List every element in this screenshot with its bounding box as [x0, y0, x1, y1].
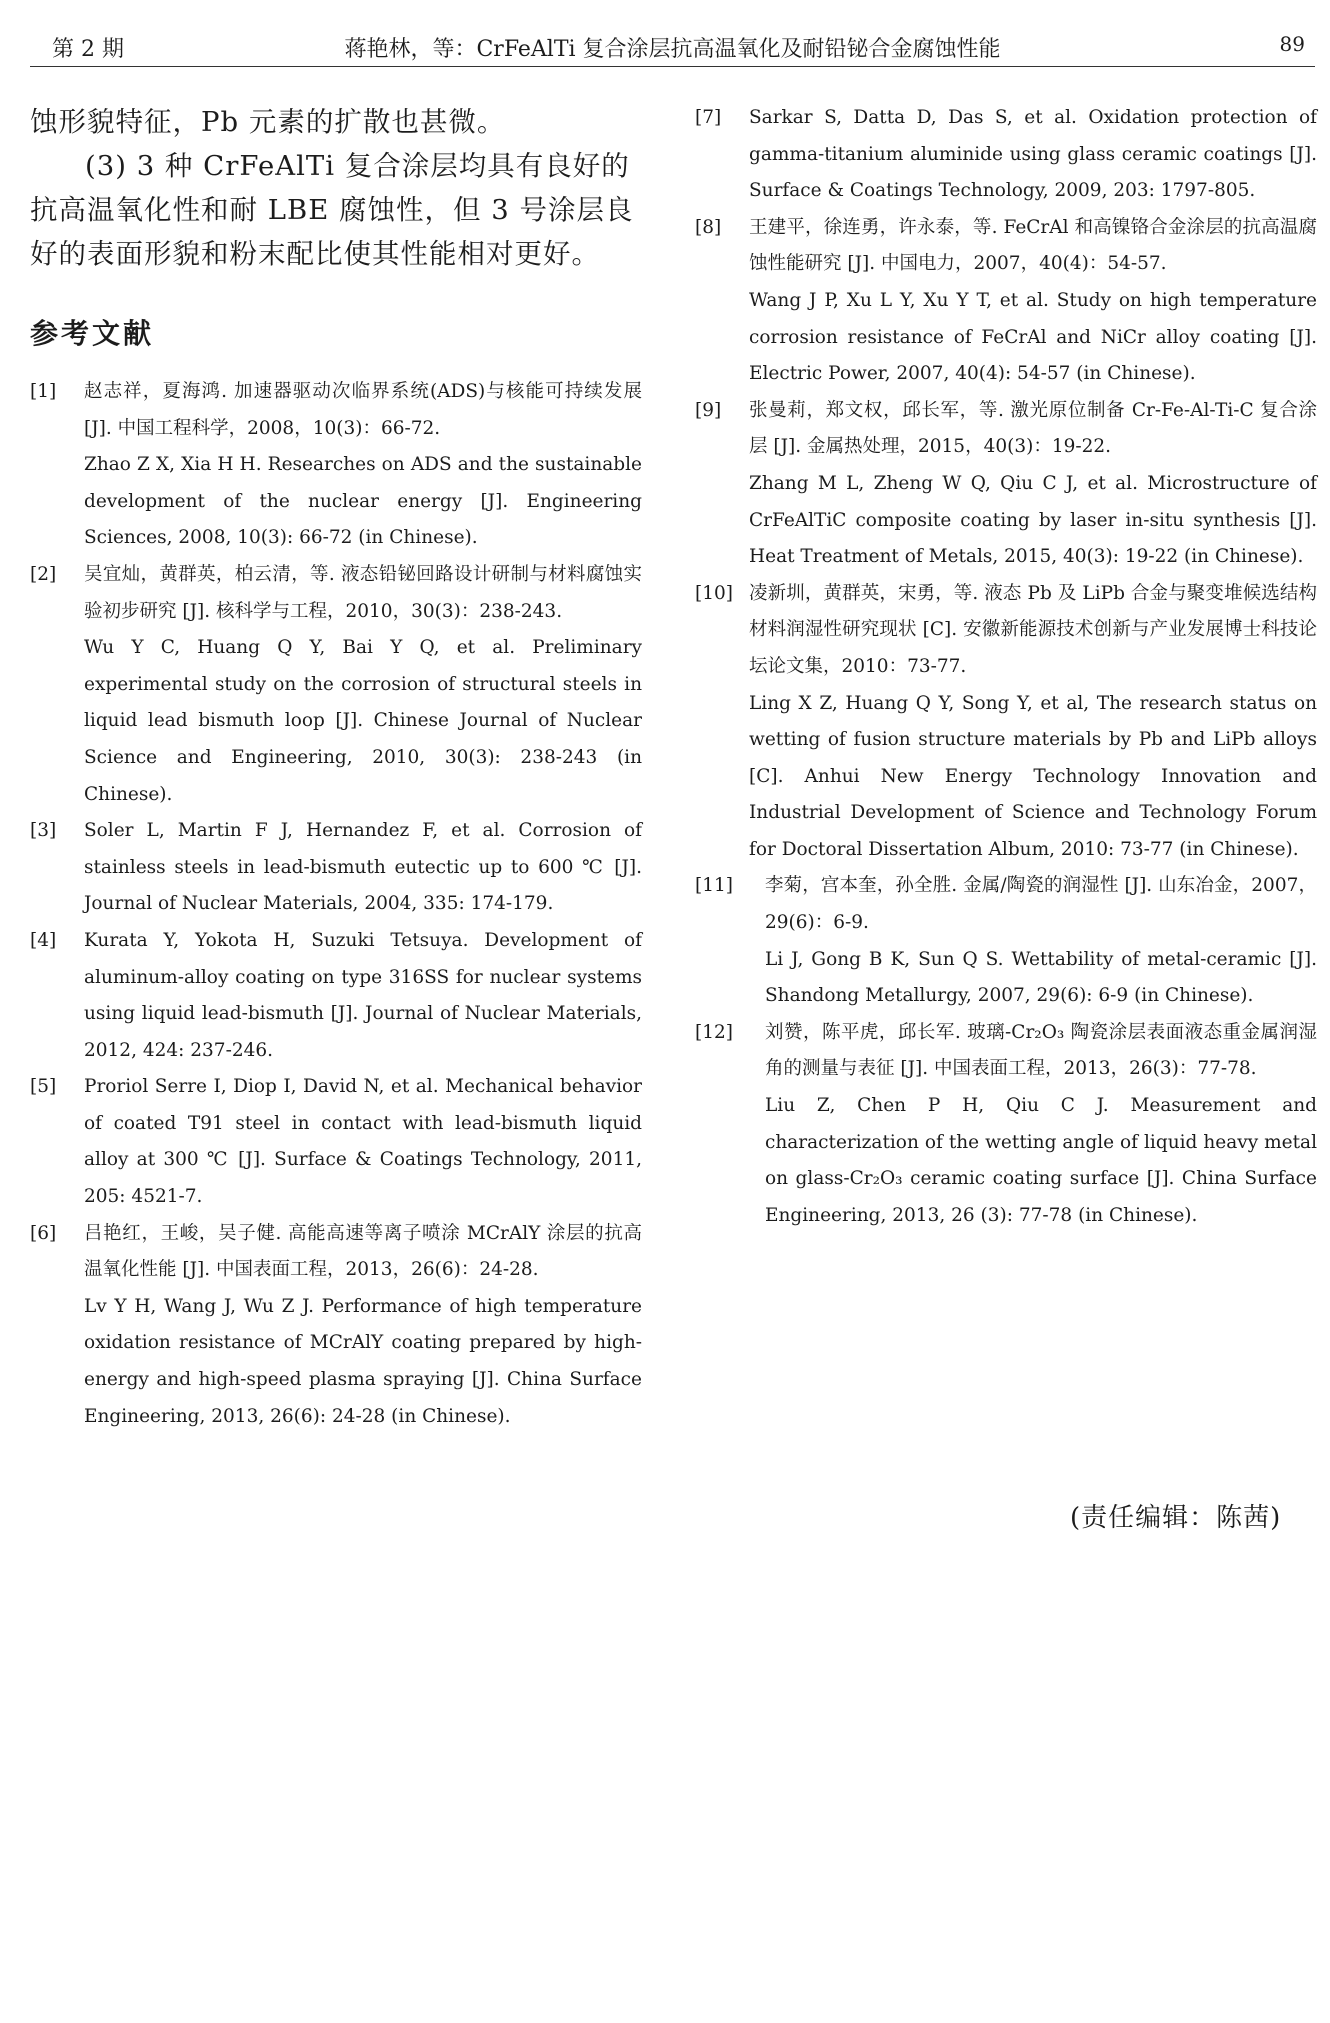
- reference-en: Soler L, Martin F J, Hernandez F, et al. Corrosion of stainless steels in lead-bismuth eutectic up to 600 ℃ [J]. Journal of Nuclear Materials, 2004, 335: 174-179.: [84, 820, 642, 915]
- reference-number: [8]: [695, 216, 722, 238]
- reference-number: [9]: [695, 399, 722, 421]
- reference-item: [30, 923, 642, 1069]
- reference-number: [11]: [695, 875, 733, 897]
- right-column: [695, 100, 1317, 1234]
- reference-number: [10]: [695, 582, 733, 604]
- reference-item: [695, 868, 1317, 1014]
- reference-number: [7]: [695, 107, 722, 128]
- reference-item: [695, 1015, 1317, 1235]
- reference-number: [1]: [30, 381, 57, 402]
- issue-number: 第 2 期: [52, 37, 124, 62]
- reference-en: Wang J P, Xu L Y, Xu Y T, et al. Study on high temperature corrosion resistance of FeCrAl and NiCr alloy coating [J]. Electric Power, 2007, 40(4): 54-57 (in Chinese).: [749, 289, 1317, 385]
- reference-zh: 李菊，宫本奎，孙全胜. 金属/陶瓷的润湿性 [J]. 山东冶金，2007，29(6)：6-9.: [765, 875, 1317, 934]
- reference-zh: 刘赞，陈平虎，邱长军. 玻璃-Cr₂O₃ 陶瓷涂层表面液态重金属润湿角的测量与表征 [J]. 中国表面工程，2013，26(3)：77-78.: [765, 1021, 1317, 1080]
- reference-zh: 吴宜灿，黄群英，柏云清，等. 液态铅铋回路设计研制与材料腐蚀实验初步研究 [J]. 核科学与工程，2010，30(3)：238-243.: [84, 563, 642, 622]
- reference-zh: 吕艳红，王峻，吴子健. 高能高速等离子喷涂 MCrAlY 涂层的抗高温氧化性能 [J]. 中国表面工程，2013，26(6)：24-28.: [84, 1222, 642, 1281]
- reference-item: [30, 1216, 642, 1436]
- reference-item: [695, 576, 1317, 869]
- reference-number: [12]: [695, 1021, 733, 1043]
- reference-item: [30, 813, 642, 923]
- reference-item: [30, 1069, 642, 1215]
- reference-en: Liu Z, Chen P H, Qiu C J. Measurement and characterization of the wetting angle of liquid heavy metal on glass-Cr₂O₃ ceramic coating surface [J]. China Surface Engineering, 2013, 26 (3): 77-78 (in Chinese).: [765, 1095, 1317, 1226]
- reference-zh: 张曼莉，郑文权，邱长军，等. 激光原位制备 Cr-Fe-Al-Ti-C 复合涂层 [J]. 金属热处理，2015，40(3)：19-22.: [749, 399, 1317, 458]
- running-title: 蒋艳林，等：CrFeAlTi 复合涂层抗高温氧化及耐铅铋合金腐蚀性能: [344, 37, 1001, 62]
- paragraph-tail: 蚀形貌特征，Pb 元素的扩散也甚微。: [30, 106, 506, 138]
- reference-en: Sarkar S, Datta D, Das S, et al. Oxidation protection of gamma-titanium aluminide using glass ceramic coatings [J]. Surface & Coatings Technology, 2009, 203: 1797-805.: [749, 107, 1317, 202]
- references-heading: 参考文献: [30, 317, 155, 350]
- reference-item: [30, 557, 642, 813]
- editor-note: (责任编辑：陈茜): [1070, 1503, 1282, 1533]
- reference-number: [4]: [30, 929, 57, 951]
- reference-en: Proriol Serre I, Diop I, David N, et al. Mechanical behavior of coated T91 steel in contact with lead-bismuth liquid alloy at 300 ℃ [J]. Surface & Coatings Technology, 2011, 205: 4521-7.: [84, 1076, 642, 1208]
- reference-item: [30, 374, 642, 557]
- reference-zh: 王建平，徐连勇，许永泰，等. FeCrAl 和高镍铬合金涂层的抗高温腐蚀性能研究 [J]. 中国电力，2007，40(4)：54-57.: [749, 216, 1317, 275]
- reference-en: Kurata Y, Yokota H, Suzuki Tetsuya. Development of aluminum-alloy coating on type 316SS for nuclear systems using liquid lead-bismuth [J]. Journal of Nuclear Materials, 2012, 424: 237-246.: [84, 929, 642, 1061]
- page-header: [30, 30, 1315, 67]
- reference-en: Lv Y H, Wang J, Wu Z J. Performance of high temperature oxidation resistance of MCrAlY coating prepared by high-energy and high-speed plasma spraying [J]. China Surface Engineering, 2013, 26(6): 24-28 (in Chinese).: [84, 1295, 642, 1427]
- reference-en: Zhao Z X, Xia H H. Researches on ADS and the sustainable development of the nuclear energy [J]. Engineering Sciences, 2008, 10(3): 66-72 (in Chinese).: [84, 454, 642, 549]
- reference-item: [695, 100, 1317, 210]
- conclusion-3: (3) 3 种 CrFeAlTi 复合涂层均具有良好的抗高温氧化性和耐 LBE 腐蚀性，但 3 号涂层良好的表面形貌和粉末配比使其性能相对更好。: [30, 150, 634, 270]
- reference-zh: 赵志祥，夏海鸿. 加速器驱动次临界系统(ADS)与核能可持续发展 [J]. 中国工程科学，2008，10(3)：66-72.: [84, 381, 642, 439]
- reference-item: [695, 210, 1317, 393]
- reference-number: [5]: [30, 1076, 57, 1098]
- reference-en: Zhang M L, Zheng W Q, Qiu C J, et al. Microstructure of CrFeAlTiC composite coating by laser in-situ synthesis [J]. Heat Treatment of Metals, 2015, 40(3): 19-22 (in Chinese).: [749, 472, 1317, 568]
- left-column: [30, 100, 642, 1435]
- body-text: [30, 100, 642, 276]
- reference-item: [695, 393, 1317, 576]
- reference-number: [3]: [30, 820, 57, 842]
- page-number: 89: [1279, 32, 1305, 56]
- reference-zh: 凌新圳，黄群英，宋勇，等. 液态 Pb 及 LiPb 合金与聚变堆候选结构材料润湿性研究现状 [C]. 安徽新能源技术创新与产业发展博士科技论坛论文集，2010：73-77.: [749, 582, 1317, 677]
- reference-en: Wu Y C, Huang Q Y, Bai Y Q, et al. Preliminary experimental study on the corrosion of structural steels in liquid lead bismuth loop [J]. Chinese Journal of Nuclear Science and Engineering, 2010, 30(3): 238-243 (in Chinese).: [84, 637, 642, 805]
- reference-number: [2]: [30, 563, 57, 585]
- reference-number: [6]: [30, 1222, 57, 1244]
- reference-en: Li J, Gong B K, Sun Q S. Wettability of metal-ceramic [J]. Shandong Metallurgy, 2007, 29(6): 6-9 (in Chinese).: [765, 948, 1317, 1007]
- reference-en: Ling X Z, Huang Q Y, Song Y, et al, The research status on wetting of fusion structure materials by Pb and LiPb alloys [C]. Anhui New Energy Technology Innovation and Industrial Development of Science and Technology Forum for Doctoral Dissertation Album, 2010: 73-77 (in Chinese).: [749, 692, 1317, 860]
